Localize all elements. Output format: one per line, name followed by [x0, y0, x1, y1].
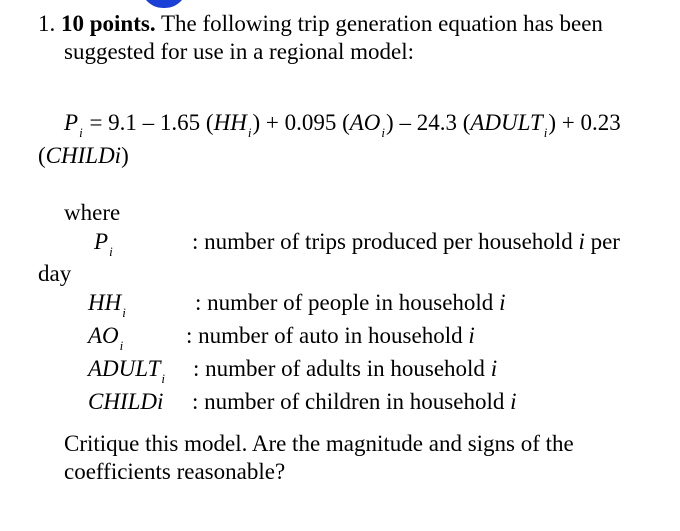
eq-term: = 9.1 – 1.65 (: [83, 110, 214, 135]
eq-paren: ): [121, 143, 129, 168]
critique-line2: coefficients reasonable?: [64, 459, 286, 484]
critique-line1: Critique this model. Are the magnitude and signs of the: [64, 431, 574, 456]
eq-var-hh: HH: [213, 110, 247, 135]
def-ao-desc: : number of auto in household i: [186, 323, 475, 348]
question-intro-line1: The following trip generation equation has been: [160, 11, 603, 36]
eq-paren: (: [38, 143, 46, 168]
def-adult-var: $ADULT_i$: [88, 356, 166, 386]
def-p-var: $P_i$: [94, 229, 113, 259]
question-number: 1.: [38, 11, 56, 36]
def-adult-desc: : number of adults in household i: [193, 356, 498, 381]
question-points: 10 points.: [61, 11, 156, 36]
where-label: where: [64, 200, 121, 225]
eq-var-p: P: [64, 110, 79, 135]
def-p-desc: : number of trips produced per household i per: [192, 229, 620, 254]
blue-circle-marker: [141, 0, 187, 8]
eq-var-child: CHILDi: [45, 143, 122, 168]
equation-line1: [64, 110, 621, 140]
question-intro-line2: suggested for use in a regional model:: [64, 39, 415, 64]
eq-term: ) + 0.23: [548, 110, 621, 135]
eq-sub: i: [381, 125, 386, 140]
eq-sub: i: [247, 125, 252, 140]
def-hh-var: $HH_i$: [88, 290, 126, 320]
eq-term: ) + 0.095 (: [252, 110, 350, 135]
equation-line2: [38, 144, 129, 167]
eq-term: ) – 24.3 (: [386, 110, 471, 135]
question-heading: [38, 12, 603, 35]
def-child-var: CHILDi: [88, 389, 164, 414]
def-child-desc: : number of children in household i: [192, 389, 517, 414]
def-ao-var: $AO_i$: [88, 323, 124, 353]
eq-var-adult: ADULT: [470, 110, 543, 135]
eq-var-ao: AO: [349, 110, 381, 135]
def-p-desc-cont: day: [38, 261, 72, 286]
def-hh-desc: : number of people in household i: [195, 290, 506, 315]
eq-sub: i: [543, 125, 548, 140]
eq-sub: i: [79, 125, 83, 140]
